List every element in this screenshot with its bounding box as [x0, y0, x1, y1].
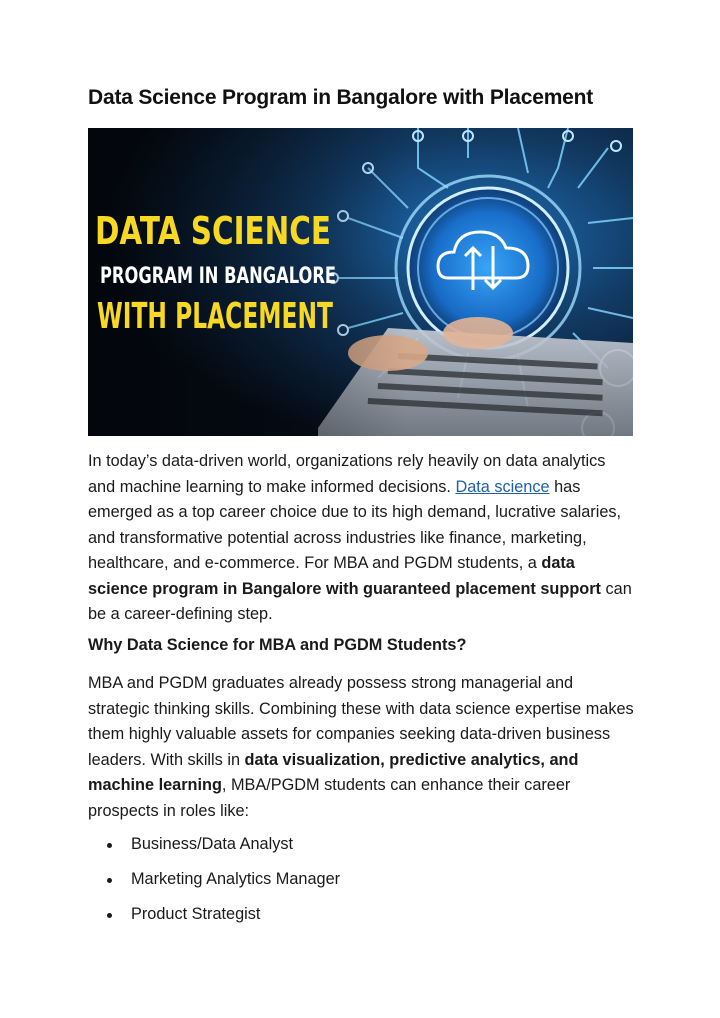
section-paragraph [88, 671, 636, 824]
intro-text-3: can be a career-defining step. [88, 579, 632, 623]
bullet-icon [107, 913, 112, 918]
intro-paragraph [88, 449, 636, 628]
intro-text-1: In today’s data-driven world, organizations rely heavily on data analytics and machine learning to make informed decisions. [88, 452, 606, 496]
hero-line-1: DATA SCIENCE [95, 209, 331, 253]
bullet-icon [107, 878, 112, 883]
list-item [88, 867, 340, 902]
intro-bold-text: data science program in Bangalore with guaranteed placement support [88, 554, 601, 598]
section-bold-text: data visualization, predictive analytics, and machine learning [88, 750, 579, 794]
intro-text-2: has emerged as a top career choice due to its high demand, lucrative salaries, and transformative potential across industries like finance, marketing, healthcare, and e-commerce. For MBA and PGDM students, a [88, 477, 622, 572]
section-text-1: MBA and PGDM graduates already possess strong managerial and strategic thinking skills. Combining these with data science expertise makes them highly valuable assets for companies seeking data-driven business leaders. With skills in [88, 674, 634, 769]
list-item-label: Business/Data Analyst [131, 835, 293, 853]
roles-list [88, 832, 340, 937]
page-title: Data Science Program in Bangalore with Placement [88, 86, 594, 109]
bullet-icon [107, 843, 112, 848]
section-text-2: , MBA/PGDM students can enhance their career prospects in roles like: [88, 776, 571, 820]
hero-line-2: PROGRAM IN BANGALORE [100, 264, 336, 289]
list-item-label: Marketing Analytics Manager [131, 870, 341, 888]
list-item [88, 832, 340, 867]
hero-line-3: WITH PLACEMENT [97, 296, 334, 337]
hero-banner-image [88, 128, 633, 436]
list-item [88, 902, 340, 937]
list-item-label: Product Strategist [131, 905, 261, 923]
section-heading: Why Data Science for MBA and PGDM Students? [88, 636, 467, 654]
data-science-link[interactable]: Data science [455, 477, 550, 496]
